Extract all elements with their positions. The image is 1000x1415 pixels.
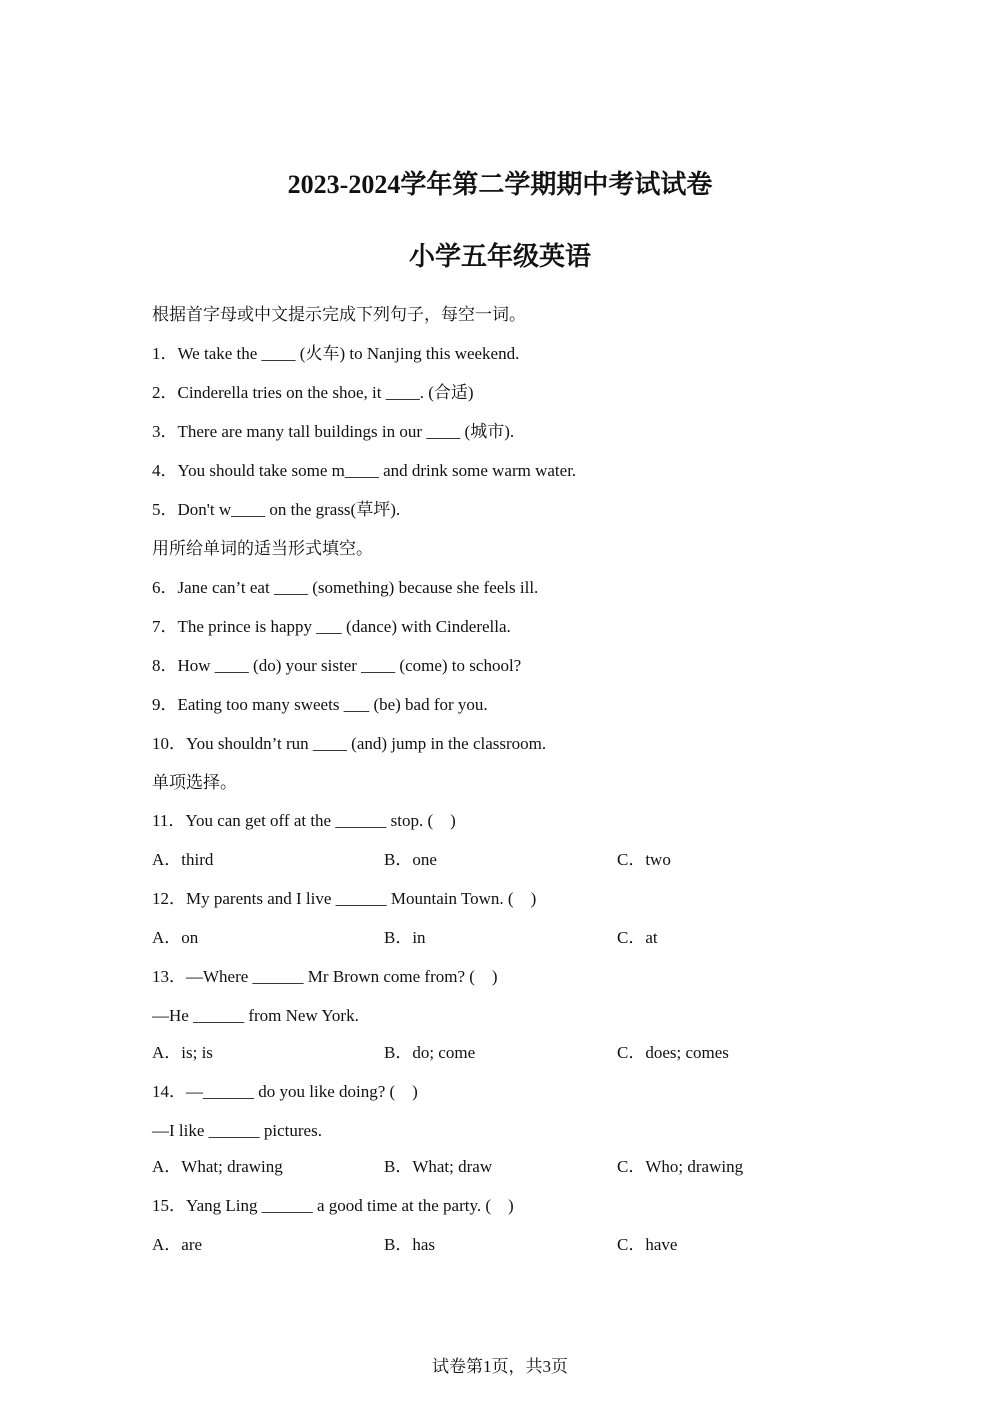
section3-instruction: 单项选择。 bbox=[152, 773, 237, 792]
question-5: 5．Don't w____ on the grass(草坪). bbox=[152, 500, 401, 519]
option-14-a: A．What; drawing bbox=[152, 1157, 283, 1176]
option-14-c: C．Who; drawing bbox=[617, 1157, 744, 1176]
question-6: 6．Jane can’t eat ____ (something) because she feels ill. bbox=[152, 578, 539, 597]
question-14: 14．—______ do you like doing? ( ) bbox=[152, 1082, 418, 1101]
question-15: 15．Yang Ling ______ a good time at the party. ( ) bbox=[152, 1196, 514, 1215]
question-13-response: —He ______ from New York. bbox=[152, 1006, 359, 1025]
option-11-c: C．two bbox=[617, 850, 671, 869]
option-13-c: C．does; comes bbox=[617, 1043, 729, 1062]
question-11: 11．You can get off at the ______ stop. ( ) bbox=[152, 811, 456, 830]
question-2: 2．Cinderella tries on the shoe, it ____. (合适) bbox=[152, 383, 474, 402]
section2-instruction: 用所给单词的适当形式填空。 bbox=[152, 539, 373, 558]
question-8: 8．How ____ (do) your sister ____ (come) to school? bbox=[152, 656, 522, 675]
option-12-a: A．on bbox=[152, 928, 199, 947]
option-13-a: A．is; is bbox=[152, 1043, 213, 1062]
question-1: 1．We take the ____ (火车) to Nanjing this weekend. bbox=[152, 344, 520, 363]
option-14-b: B．What; draw bbox=[384, 1157, 493, 1176]
section1-instruction: 根据首字母或中文提示完成下列句子，每空一词。 bbox=[152, 305, 526, 324]
option-12-b: B．in bbox=[384, 928, 426, 947]
question-12: 12．My parents and I live ______ Mountain Town. ( ) bbox=[152, 889, 537, 908]
option-15-a: A．are bbox=[152, 1235, 203, 1254]
question-13: 13．—Where ______ Mr Brown come from? ( ) bbox=[152, 967, 498, 986]
page-footer: 试卷第1页，共3页 bbox=[432, 1357, 568, 1376]
question-7: 7．The prince is happy ___ (dance) with Cinderella. bbox=[152, 617, 511, 636]
option-12-c: C．at bbox=[617, 928, 658, 947]
option-15-c: C．have bbox=[617, 1235, 678, 1254]
question-9: 9．Eating too many sweets ___ (be) bad for you. bbox=[152, 695, 488, 714]
option-15-b: B．has bbox=[384, 1235, 435, 1254]
question-14-response: —I like ______ pictures. bbox=[152, 1121, 322, 1140]
question-10: 10．You shouldn’t run ____ (and) jump in the classroom. bbox=[152, 734, 547, 753]
page-title: 2023-2024学年第二学期期中考试试卷 bbox=[287, 170, 713, 199]
page-subtitle: 小学五年级英语 bbox=[408, 242, 591, 271]
option-11-a: A．third bbox=[152, 850, 214, 869]
option-13-b: B．do; come bbox=[384, 1043, 476, 1062]
option-11-b: B．one bbox=[384, 850, 437, 869]
question-3: 3．There are many tall buildings in our ____ (城市). bbox=[152, 422, 515, 441]
question-4: 4．You should take some m____ and drink some warm water. bbox=[152, 461, 577, 480]
